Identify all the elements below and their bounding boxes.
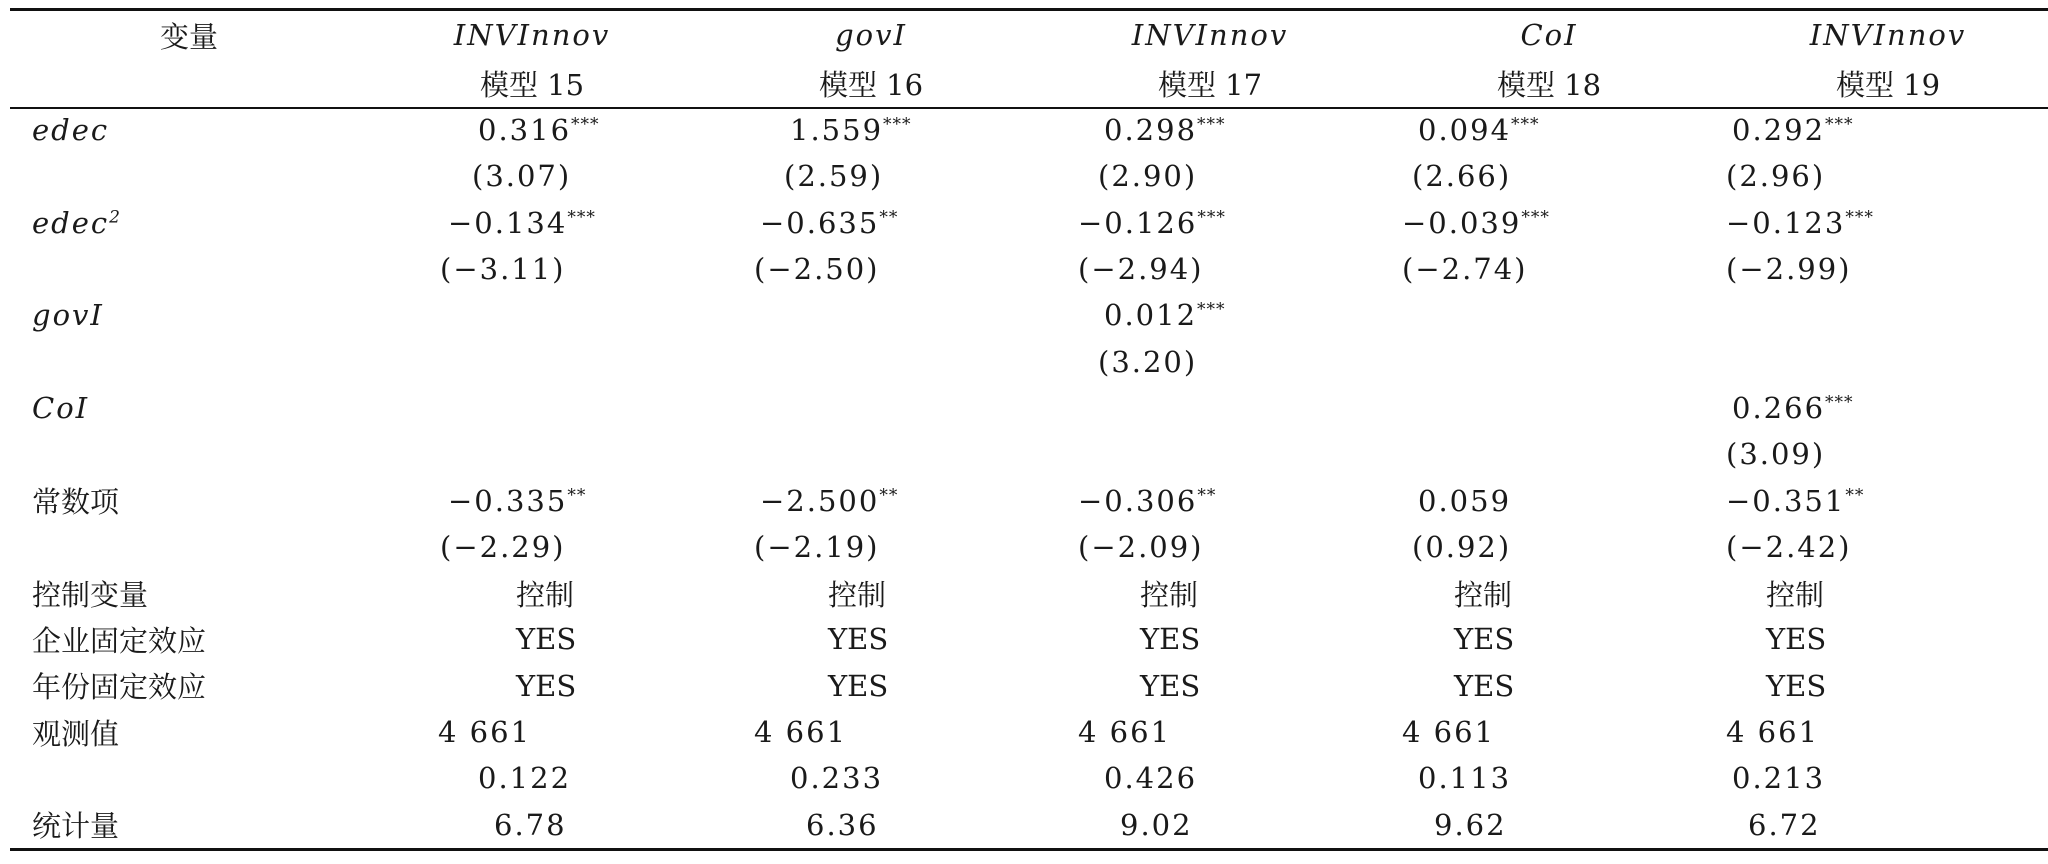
table-row-edec-t — [10, 153, 2048, 199]
empty-cell — [754, 338, 1078, 384]
table-row-statistic — [10, 801, 2048, 847]
empty-cell — [1402, 385, 1726, 431]
row-label-year-fe: 年份固定效应 — [32, 670, 207, 705]
value-cell: YES — [1454, 622, 1515, 657]
table-row-govi-t — [10, 338, 2048, 384]
empty-cell — [1078, 431, 1402, 477]
empty-cell — [430, 292, 754, 338]
coef-cell: 0.298*** — [1104, 113, 1226, 148]
table-row-r-squared — [10, 755, 2048, 801]
empty-cell — [430, 338, 754, 384]
value-cell: YES — [1766, 668, 1827, 703]
value-cell: 4 661 — [754, 715, 848, 749]
header-dep-var: govI — [835, 18, 907, 52]
value-cell: 0.122 — [478, 761, 572, 796]
t-stat-cell: (2.90) — [1098, 159, 1198, 194]
table-row-controls — [10, 570, 2048, 616]
row-label-edec: edec — [32, 113, 110, 148]
header-model: 模型 16 — [818, 67, 924, 102]
empty-cell — [754, 385, 1078, 431]
coef-cell: −0.039*** — [1402, 205, 1550, 240]
empty-cell — [1402, 292, 1726, 338]
coef-cell: −2.500** — [760, 483, 899, 518]
table-row-edec-coef — [10, 107, 2048, 153]
table-row-firm-fe — [10, 616, 2048, 662]
value-cell: 控制 — [516, 577, 575, 612]
table-row-observations — [10, 709, 2048, 755]
value-cell: YES — [1140, 622, 1201, 657]
header-dep-var: CoI — [1520, 18, 1578, 52]
value-cell: 4 661 — [1726, 715, 1820, 749]
table-row-govi-coef — [10, 292, 2048, 338]
coef-cell: −0.351** — [1726, 483, 1865, 518]
t-stat-cell: (−2.99) — [1726, 252, 1852, 287]
value-cell: 0.213 — [1732, 761, 1826, 796]
t-stat-cell: (0.92) — [1412, 529, 1512, 564]
table-bottom-rule — [10, 848, 2048, 851]
coef-cell: 0.316*** — [478, 113, 600, 148]
row-label-firm-fe: 企业固定效应 — [32, 623, 207, 658]
header-dep-var: INVInnov — [453, 18, 611, 52]
coef-cell: 0.292*** — [1732, 113, 1854, 148]
t-stat-cell: (2.66) — [1412, 159, 1512, 194]
coef-cell: −0.126*** — [1078, 205, 1226, 240]
header-model: 模型 15 — [479, 67, 585, 102]
table-row-edec2-coef — [10, 200, 2048, 246]
t-stat-cell: (−3.11) — [440, 252, 566, 287]
row-label-controls: 控制变量 — [32, 577, 149, 612]
empty-cell — [1402, 431, 1726, 477]
empty-cell — [1726, 292, 2048, 338]
empty-cell — [10, 153, 430, 199]
value-cell: 4 661 — [438, 715, 532, 749]
coef-cell: −0.635** — [760, 205, 899, 240]
header-row-dependent-variables — [10, 11, 2048, 59]
value-cell: YES — [1140, 668, 1201, 703]
value-cell: 控制 — [1140, 577, 1199, 612]
header-model: 模型 19 — [1835, 67, 1941, 102]
empty-cell — [10, 524, 430, 570]
value-cell: 0.426 — [1104, 761, 1198, 796]
value-cell: 9.62 — [1434, 807, 1507, 842]
t-stat-cell: (−2.42) — [1726, 529, 1852, 564]
t-stat-cell: (−2.50) — [754, 252, 880, 287]
empty-cell — [1078, 385, 1402, 431]
t-stat-cell: (−2.74) — [1402, 252, 1528, 287]
value-cell: 6.72 — [1748, 807, 1821, 842]
value-cell: 9.02 — [1120, 807, 1193, 842]
value-cell: YES — [516, 668, 577, 703]
table-row-coi-t — [10, 431, 2048, 477]
table-row-coi-coef — [10, 385, 2048, 431]
value-cell: YES — [1766, 622, 1827, 657]
t-stat-cell: (2.59) — [784, 159, 884, 194]
coef-cell: −0.123*** — [1726, 205, 1874, 240]
value-cell: 控制 — [828, 577, 887, 612]
coef-cell: 0.012*** — [1104, 298, 1226, 333]
row-label-constant: 常数项 — [32, 485, 120, 520]
value-cell: YES — [828, 668, 889, 703]
value-cell: 0.233 — [790, 761, 884, 796]
coef-cell: −0.306** — [1078, 483, 1217, 518]
value-cell: 6.78 — [494, 807, 567, 842]
row-label-statistic: 统计量 — [32, 809, 120, 844]
t-stat-cell: (−2.29) — [440, 529, 566, 564]
empty-cell — [10, 246, 430, 292]
table-row-constant-t — [10, 524, 2048, 570]
table-row-constant-coef — [10, 477, 2048, 523]
empty-cell — [10, 431, 430, 477]
row-label-r-squared — [10, 755, 430, 801]
t-stat-cell: (−2.09) — [1078, 529, 1204, 564]
table-row-year-fe — [10, 663, 2048, 709]
value-cell: YES — [1454, 668, 1515, 703]
header-row-models — [10, 59, 2048, 107]
row-label-edec-squared: edec$^2$ — [32, 205, 122, 240]
value-cell: 4 661 — [1078, 715, 1172, 749]
coef-cell: 0.059 — [1418, 483, 1512, 518]
value-cell: 控制 — [1454, 577, 1513, 612]
table-row-edec2-t — [10, 246, 2048, 292]
value-cell: YES — [828, 622, 889, 657]
empty-cell — [1726, 338, 2048, 384]
t-stat-cell: (3.09) — [1726, 437, 1826, 472]
coef-cell: −0.134*** — [448, 205, 596, 240]
empty-cell — [430, 385, 754, 431]
t-stat-cell: (−2.94) — [1078, 252, 1204, 287]
coef-cell: 0.266*** — [1732, 390, 1854, 425]
value-cell: 6.36 — [806, 807, 879, 842]
t-stat-cell: (2.96) — [1726, 159, 1826, 194]
header-dep-var: INVInnov — [1131, 18, 1289, 52]
header-model: 模型 18 — [1496, 67, 1602, 102]
value-cell: YES — [516, 622, 577, 657]
empty-cell — [754, 292, 1078, 338]
regression-table — [10, 11, 2048, 848]
value-cell: 0.113 — [1418, 761, 1512, 796]
row-label-coi: CoI — [32, 390, 90, 425]
t-stat-cell: (3.20) — [1098, 344, 1198, 379]
empty-cell — [430, 431, 754, 477]
coef-cell: 1.559*** — [790, 113, 912, 148]
t-stat-cell: (3.07) — [472, 159, 572, 194]
coef-cell: −0.335** — [448, 483, 587, 518]
value-cell: 4 661 — [1402, 715, 1496, 749]
row-label-govi: govI — [32, 298, 104, 333]
header-variable-label: 变量 — [160, 19, 219, 54]
header-dep-var: INVInnov — [1809, 18, 1967, 52]
row-label-observations: 观测值 — [32, 716, 120, 751]
header-model: 模型 17 — [1157, 67, 1263, 102]
t-stat-cell: (−2.19) — [754, 529, 880, 564]
empty-cell — [754, 431, 1078, 477]
value-cell: 控制 — [1766, 577, 1825, 612]
empty-cell — [10, 338, 430, 384]
header-empty-cell — [10, 59, 430, 107]
coef-cell: 0.094*** — [1418, 113, 1540, 148]
empty-cell — [1402, 338, 1726, 384]
